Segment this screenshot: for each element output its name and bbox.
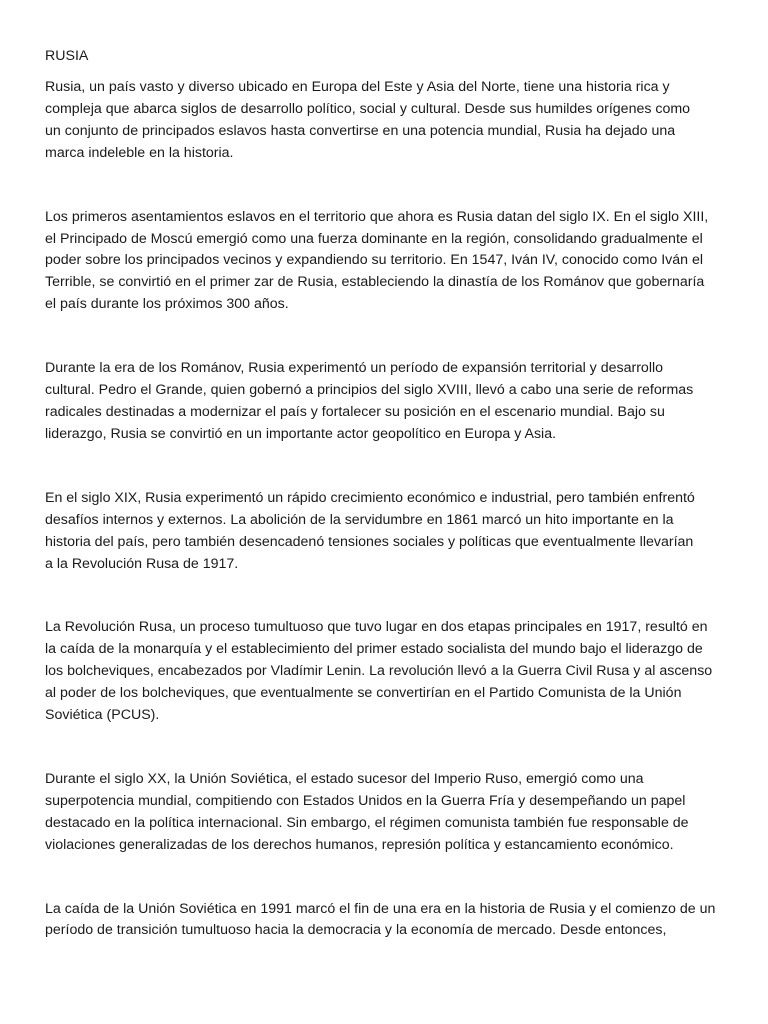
text-line: La caída de la Unión Soviética en 1991 marcó el fin de una era en la historia de Rusia y el comienzo de un xyxy=(45,900,716,917)
paragraph-spacer xyxy=(45,446,725,488)
text-line: Durante la era de los Románov, Rusia experimentó un período de expansión territorial y desarrollo xyxy=(45,360,664,377)
text-line: compleja que abarca siglos de desarrollo político, social y cultural. Desde sus humildes orígenes como xyxy=(45,100,691,117)
text-line: período de transición tumultuoso hacia la democracia y la economía de mercado. Desde entonces, xyxy=(45,922,667,939)
text-line: los bolcheviques, encabezados por Vladímir Lenin. La revolución llevó a la Guerra Civil Rusa y al ascenso xyxy=(45,663,713,680)
text-line: al poder de los bolcheviques, que eventualmente se convertirían en el Partido Comunista de la Unión xyxy=(45,685,682,702)
text-line: poder sobre los principados vecinos y expandiendo su territorio. En 1547, Iván IV, conocido como Iván el xyxy=(45,252,704,269)
text-line: destacado en la política internacional. Sin embargo, el régimen comunista también fue responsable de xyxy=(45,814,689,831)
paragraph-slavic-settlements xyxy=(45,207,725,317)
document-page xyxy=(45,45,725,942)
text-line: liderazgo, Rusia se convirtió en un importante actor geopolítico en Europa y Asia. xyxy=(45,425,557,442)
text-line: superpotencia mundial, compitiendo con Estados Unidos en la Guerra Fría y desempeñando un papel xyxy=(45,792,686,809)
text-line: violaciones generalizadas de los derechos humanos, represión política y estancamiento económico. xyxy=(45,836,674,853)
paragraph-soviet-collapse xyxy=(45,899,725,943)
text-line: Rusia, un país vasto y diverso ubicado en Europa del Este y Asia del Norte, tiene una historia rica y xyxy=(45,79,670,95)
paragraph-spacer xyxy=(45,316,725,358)
text-line: el Principado de Moscú emergió como una fuerza dominante en la región, consolidando gradualmente el xyxy=(45,230,703,247)
text-line: En el siglo XIX, Rusia experimentó un rápido crecimiento económico e industrial, pero también enfrentó xyxy=(45,489,695,506)
paragraph-spacer xyxy=(45,575,725,617)
text-line: Durante el siglo XX, la Unión Soviética, el estado sucesor del Imperio Ruso, emergió como una xyxy=(45,770,644,787)
text-line: radicales destinadas a modernizar el país y fortalecer su posición en el escenario mundial. Bajo su xyxy=(45,403,665,420)
text-line: a la Revolución Rusa de 1917. xyxy=(45,555,239,572)
paragraph-19th-century xyxy=(45,488,725,576)
document-title: RUSIA xyxy=(45,48,89,64)
text-line: La Revolución Rusa, un proceso tumultuoso que tuvo lugar en dos etapas principales en 1917, resultó en xyxy=(45,619,708,636)
text-line: historia del país, pero también desencadenó tensiones sociales y políticas que eventualmente llevarían xyxy=(45,533,694,550)
paragraph-spacer xyxy=(45,727,725,769)
paragraph-20th-century xyxy=(45,769,725,857)
paragraph-intro xyxy=(45,77,725,165)
text-line: cultural. Pedro el Grande, quien gobernó a principios del siglo XVIII, llevó a cabo una serie de reformas xyxy=(45,382,694,399)
paragraph-russian-revolution xyxy=(45,617,725,727)
text-line: un conjunto de principados eslavos hasta convertirse en una potencia mundial, Rusia ha dejado una xyxy=(45,122,676,139)
text-line: desafíos internos y externos. La abolición de la servidumbre en 1861 marcó un hito importante en la xyxy=(45,511,674,528)
paragraph-romanov-era xyxy=(45,358,725,446)
paragraph-spacer xyxy=(45,165,725,207)
text-line: la caída de la monarquía y el establecimiento del primer estado socialista del mundo bajo el liderazgo de xyxy=(45,641,703,658)
text-line: Los primeros asentamientos eslavos en el territorio que ahora es Rusia datan del siglo IX. En el siglo XIII, xyxy=(45,208,709,225)
paragraph-spacer xyxy=(45,857,725,899)
text-line: Soviética (PCUS). xyxy=(45,707,160,724)
text-line: marca indeleble en la historia. xyxy=(45,144,234,161)
text-line: Terrible, se convirtió en el primer zar de Rusia, estableciendo la dinastía de los Románov que gobernaría xyxy=(45,274,705,291)
text-line: el país durante los próximos 300 años. xyxy=(45,296,289,313)
